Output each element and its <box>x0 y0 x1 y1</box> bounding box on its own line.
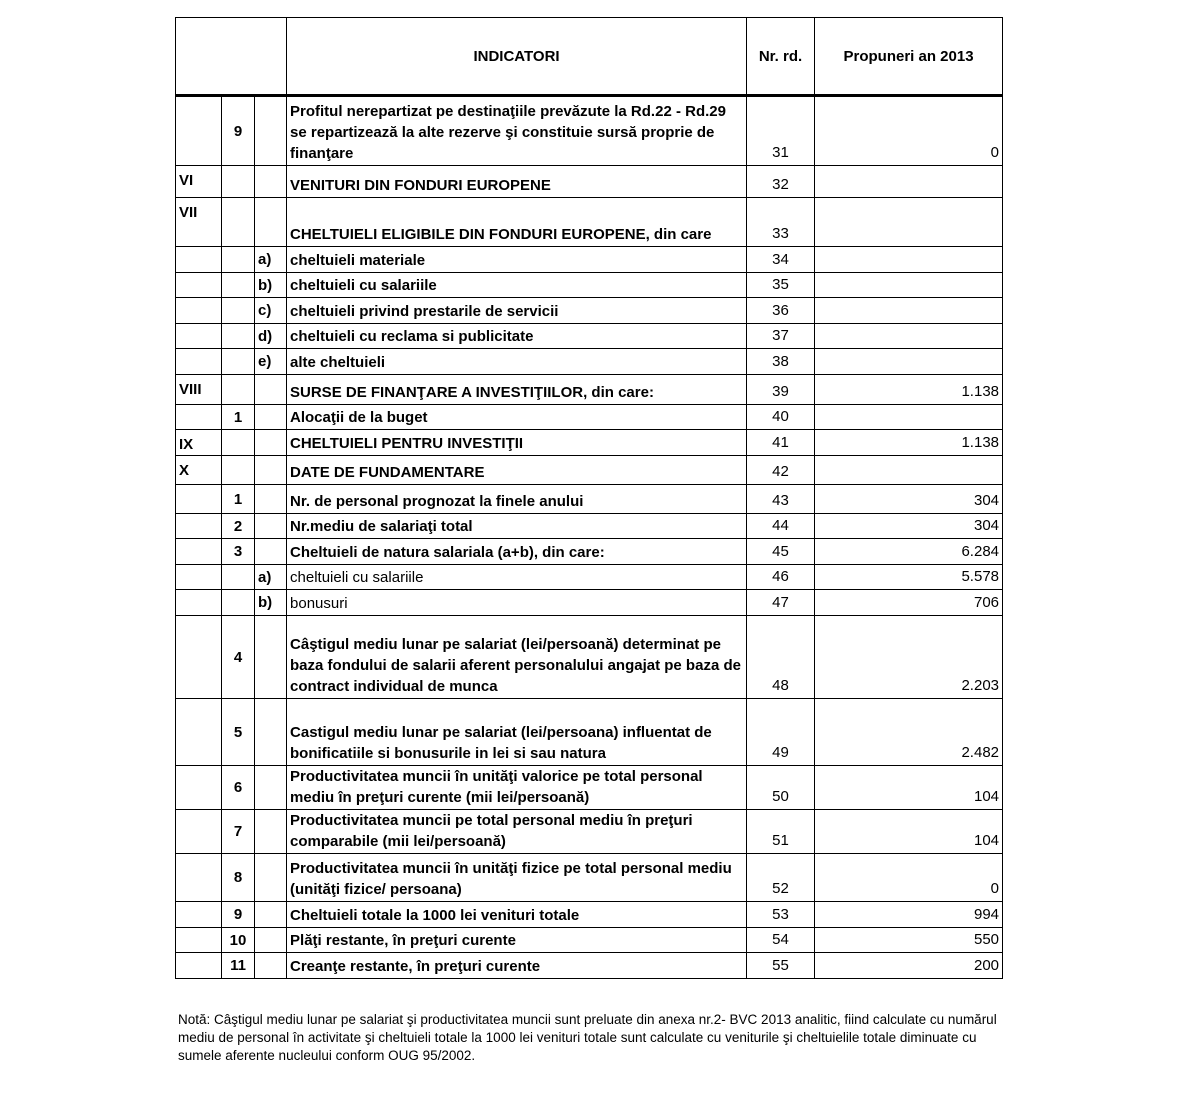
row-value: 304 <box>815 514 1003 539</box>
row-nr-rd: 48 <box>747 616 815 699</box>
row-value: 994 <box>815 902 1003 928</box>
row-roman-numeral <box>176 699 222 766</box>
table-body <box>176 96 1003 979</box>
table-row <box>176 247 1003 273</box>
table-row <box>176 539 1003 565</box>
row-nr-rd: 45 <box>747 539 815 565</box>
row-letter: a) <box>255 565 287 590</box>
header-nr-rd: Nr. rd. <box>747 18 815 96</box>
row-roman-numeral: IX <box>176 430 222 456</box>
table-header-row <box>176 18 1003 96</box>
table-row <box>176 766 1003 810</box>
row-nr-rd: 40 <box>747 405 815 430</box>
row-nr-rd: 34 <box>747 247 815 273</box>
row-number <box>222 349 255 375</box>
row-letter <box>255 854 287 902</box>
table-row <box>176 166 1003 198</box>
row-number <box>222 166 255 198</box>
row-roman-numeral <box>176 298 222 324</box>
row-number: 4 <box>222 616 255 699</box>
row-description: alte cheltuieli <box>287 349 747 375</box>
row-nr-rd: 35 <box>747 273 815 298</box>
table-row <box>176 565 1003 590</box>
row-number: 2 <box>222 514 255 539</box>
table-row <box>176 349 1003 375</box>
header-blank-cell <box>176 18 287 96</box>
table-row <box>176 928 1003 953</box>
row-number: 1 <box>222 405 255 430</box>
row-number: 3 <box>222 539 255 565</box>
table-row <box>176 485 1003 514</box>
row-letter <box>255 616 287 699</box>
row-number <box>222 198 255 247</box>
row-number: 8 <box>222 854 255 902</box>
row-nr-rd: 54 <box>747 928 815 953</box>
row-value: 706 <box>815 590 1003 616</box>
table-row <box>176 405 1003 430</box>
row-letter <box>255 485 287 514</box>
row-number: 11 <box>222 953 255 979</box>
row-letter <box>255 953 287 979</box>
row-description: cheltuieli cu salariile <box>287 273 747 298</box>
table-row <box>176 430 1003 456</box>
row-description: Creanţe restante, în preţuri curente <box>287 953 747 979</box>
row-nr-rd: 33 <box>747 198 815 247</box>
table-row <box>176 854 1003 902</box>
row-letter <box>255 514 287 539</box>
row-description: cheltuieli materiale <box>287 247 747 273</box>
row-roman-numeral: VII <box>176 198 222 247</box>
table-row <box>176 456 1003 485</box>
row-roman-numeral <box>176 405 222 430</box>
table-row <box>176 590 1003 616</box>
row-letter <box>255 430 287 456</box>
table-row <box>176 953 1003 979</box>
row-nr-rd: 47 <box>747 590 815 616</box>
row-description: Profitul nerepartizat pe destinaţiile prevăzute la Rd.22 - Rd.29 se repartizează la alte rezerve şi constituie sursă proprie de finanţare <box>287 96 747 166</box>
row-nr-rd: 42 <box>747 456 815 485</box>
row-number <box>222 273 255 298</box>
row-description: Câştigul mediu lunar pe salariat (lei/persoană) determinat pe baza fondului de salarii aferent personalului angajat pe baza de contract individual de munca <box>287 616 747 699</box>
row-nr-rd: 53 <box>747 902 815 928</box>
row-value <box>815 298 1003 324</box>
row-number: 9 <box>222 96 255 166</box>
row-nr-rd: 38 <box>747 349 815 375</box>
row-roman-numeral: VIII <box>176 375 222 405</box>
row-description: CHELTUIELI ELIGIBILE DIN FONDURI EUROPENE, din care <box>287 198 747 247</box>
row-roman-numeral <box>176 273 222 298</box>
row-value <box>815 198 1003 247</box>
table-row <box>176 298 1003 324</box>
row-letter <box>255 699 287 766</box>
row-nr-rd: 50 <box>747 766 815 810</box>
row-value <box>815 405 1003 430</box>
row-nr-rd: 49 <box>747 699 815 766</box>
row-value: 0 <box>815 854 1003 902</box>
row-description: Alocaţii de la buget <box>287 405 747 430</box>
row-nr-rd: 51 <box>747 810 815 854</box>
row-number <box>222 590 255 616</box>
row-value: 104 <box>815 810 1003 854</box>
row-description: cheltuieli privind prestarile de servicii <box>287 298 747 324</box>
row-number: 5 <box>222 699 255 766</box>
row-value: 1.138 <box>815 430 1003 456</box>
footnote: Notă: Câştigul mediu lunar pe salariat şi productivitatea muncii sunt preluate din anexa nr.2- BVC 2013 analitic, fiind calculate cu numărul mediu de personal în activitate şi cheltuieli totale la 1000 lei venituri totale sunt calculate cu veniturile şi cheltuielile totale diminuate cu sumele aferente nucleului conform OUG 95/2002. <box>178 1012 997 1063</box>
row-letter <box>255 928 287 953</box>
row-roman-numeral <box>176 565 222 590</box>
row-roman-numeral <box>176 539 222 565</box>
row-description: Productivitatea muncii pe total personal mediu în preţuri comparabile (mii lei/persoană) <box>287 810 747 854</box>
row-letter: d) <box>255 324 287 349</box>
row-nr-rd: 32 <box>747 166 815 198</box>
row-letter <box>255 902 287 928</box>
row-letter: a) <box>255 247 287 273</box>
row-description: bonusuri <box>287 590 747 616</box>
row-value: 5.578 <box>815 565 1003 590</box>
row-value: 104 <box>815 766 1003 810</box>
row-nr-rd: 41 <box>747 430 815 456</box>
row-description: Nr. de personal prognozat la finele anului <box>287 485 747 514</box>
row-description: Plăţi restante, în preţuri curente <box>287 928 747 953</box>
row-number <box>222 430 255 456</box>
row-roman-numeral <box>176 247 222 273</box>
table-row <box>176 96 1003 166</box>
row-nr-rd: 39 <box>747 375 815 405</box>
row-value: 2.203 <box>815 616 1003 699</box>
row-value <box>815 247 1003 273</box>
table-row <box>176 699 1003 766</box>
table-row <box>176 902 1003 928</box>
table-row <box>176 324 1003 349</box>
table-row <box>176 810 1003 854</box>
row-value <box>815 456 1003 485</box>
row-roman-numeral <box>176 854 222 902</box>
row-description: DATE DE FUNDAMENTARE <box>287 456 747 485</box>
row-value: 1.138 <box>815 375 1003 405</box>
row-number <box>222 298 255 324</box>
row-roman-numeral: X <box>176 456 222 485</box>
row-number <box>222 324 255 349</box>
table-row <box>176 273 1003 298</box>
row-roman-numeral <box>176 928 222 953</box>
row-description: VENITURI DIN FONDURI EUROPENE <box>287 166 747 198</box>
row-number <box>222 456 255 485</box>
row-roman-numeral: VI <box>176 166 222 198</box>
row-letter <box>255 166 287 198</box>
row-number: 10 <box>222 928 255 953</box>
row-nr-rd: 37 <box>747 324 815 349</box>
row-description: Productivitatea muncii în unităţi fizice pe total personal mediu (unităţi fizice/ persoana) <box>287 854 747 902</box>
row-letter <box>255 456 287 485</box>
row-value <box>815 166 1003 198</box>
row-letter <box>255 375 287 405</box>
row-number <box>222 247 255 273</box>
row-letter <box>255 810 287 854</box>
row-description: Castigul mediu lunar pe salariat (lei/persoana) influentat de bonificatiile si bonusurile in lei si sau natura <box>287 699 747 766</box>
table-row <box>176 198 1003 247</box>
row-value: 550 <box>815 928 1003 953</box>
row-number: 1 <box>222 485 255 514</box>
row-value <box>815 324 1003 349</box>
row-roman-numeral <box>176 810 222 854</box>
row-roman-numeral <box>176 349 222 375</box>
row-number: 7 <box>222 810 255 854</box>
row-letter <box>255 96 287 166</box>
row-letter <box>255 198 287 247</box>
table-row <box>176 514 1003 539</box>
row-letter <box>255 405 287 430</box>
row-nr-rd: 43 <box>747 485 815 514</box>
row-letter: b) <box>255 590 287 616</box>
row-value: 304 <box>815 485 1003 514</box>
row-number <box>222 565 255 590</box>
row-roman-numeral <box>176 902 222 928</box>
row-letter: b) <box>255 273 287 298</box>
row-roman-numeral <box>176 485 222 514</box>
row-nr-rd: 31 <box>747 96 815 166</box>
table-row <box>176 616 1003 699</box>
row-letter: e) <box>255 349 287 375</box>
row-roman-numeral <box>176 96 222 166</box>
row-letter <box>255 539 287 565</box>
row-roman-numeral <box>176 616 222 699</box>
row-number: 9 <box>222 902 255 928</box>
row-nr-rd: 46 <box>747 565 815 590</box>
row-value: 6.284 <box>815 539 1003 565</box>
row-roman-numeral <box>176 590 222 616</box>
row-description: CHELTUIELI PENTRU INVESTIŢII <box>287 430 747 456</box>
row-description: Nr.mediu de salariaţi total <box>287 514 747 539</box>
row-nr-rd: 44 <box>747 514 815 539</box>
row-description: Cheltuieli de natura salariala (a+b), din care: <box>287 539 747 565</box>
row-value: 2.482 <box>815 699 1003 766</box>
row-description: Cheltuieli totale la 1000 lei venituri totale <box>287 902 747 928</box>
header-indicatori: INDICATORI <box>287 18 747 96</box>
row-nr-rd: 55 <box>747 953 815 979</box>
row-value: 200 <box>815 953 1003 979</box>
row-value: 0 <box>815 96 1003 166</box>
indicators-table <box>175 17 1003 979</box>
row-letter: c) <box>255 298 287 324</box>
row-value <box>815 349 1003 375</box>
row-value <box>815 273 1003 298</box>
row-description: cheltuieli cu reclama si publicitate <box>287 324 747 349</box>
row-letter <box>255 766 287 810</box>
row-nr-rd: 36 <box>747 298 815 324</box>
row-description: cheltuieli cu salariile <box>287 565 747 590</box>
row-roman-numeral <box>176 953 222 979</box>
row-roman-numeral <box>176 514 222 539</box>
header-propuneri: Propuneri an 2013 <box>815 18 1003 96</box>
row-number: 6 <box>222 766 255 810</box>
row-description: Productivitatea muncii în unităţi valorice pe total personal mediu în preţuri curente (mii lei/persoană) <box>287 766 747 810</box>
row-roman-numeral <box>176 324 222 349</box>
row-nr-rd: 52 <box>747 854 815 902</box>
row-number <box>222 375 255 405</box>
row-description: SURSE DE FINANŢARE A INVESTIŢIILOR, din care: <box>287 375 747 405</box>
row-roman-numeral <box>176 766 222 810</box>
table-row <box>176 375 1003 405</box>
